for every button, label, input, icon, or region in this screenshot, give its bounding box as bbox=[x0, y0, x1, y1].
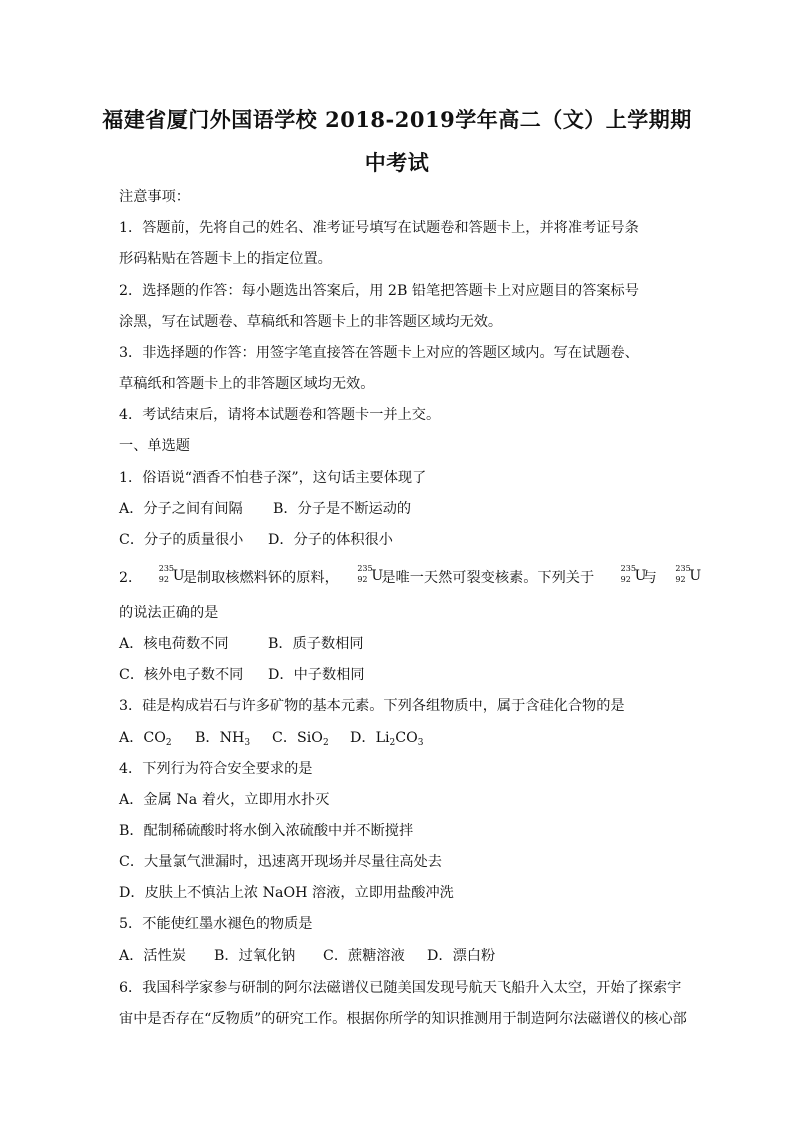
q2-stem bbox=[119, 564, 702, 587]
subscript: 3 bbox=[417, 738, 424, 748]
q2-option-c: C．核外电子数不同 bbox=[119, 667, 244, 683]
title-line-1: 福建省厦门外国语学校 2018-2019学年高二（文）上学期期 bbox=[102, 107, 692, 132]
section-heading: 一、单选题 bbox=[119, 438, 190, 454]
q3-stem: 3．硅是构成岩石与许多矿物的基本元素。下列各组物质中，属于含硅化合物的是 bbox=[119, 698, 625, 714]
nuclide-symbol: U bbox=[689, 568, 702, 584]
subscript: 2 bbox=[165, 738, 172, 748]
q6-line-2: 宙中是否存在“反物质”的研究工作。根据你所学的知识推测用于制造阿尔法磁谱仪的核心部 bbox=[119, 1011, 687, 1027]
q5-option-c: C．蔗糖溶液 bbox=[323, 948, 405, 964]
q1-option-c: C．分子的质量很小 bbox=[119, 532, 244, 548]
q2-text-2: 是唯一天然可裂变核素。下列关于 bbox=[381, 570, 595, 586]
q2-option-b: B．质子数相同 bbox=[268, 636, 364, 652]
q5-option-d: D．漂白粉 bbox=[427, 948, 496, 964]
q3-c-text: C．SiO bbox=[272, 730, 323, 746]
nuclide-symbol: U bbox=[634, 568, 647, 584]
q2-nuclide-1 bbox=[158, 564, 185, 584]
q2-option-d: D．中子数相同 bbox=[268, 667, 365, 683]
q1-stem: 1．俗语说“酒香不怕巷子深”，这句话主要体现了 bbox=[119, 470, 427, 486]
q1-option-a: A．分子之间有间隔 bbox=[119, 501, 243, 517]
q2-nuclide-3 bbox=[620, 564, 647, 584]
q1-option-b: B．分子是不断运动的 bbox=[273, 501, 412, 517]
title-line-2: 中考试 bbox=[364, 150, 430, 175]
q5-stem: 5．不能使红墨水褪色的物质是 bbox=[119, 916, 313, 932]
q3-d-text: D．Li bbox=[350, 730, 390, 746]
nuclide-atomic: 92 bbox=[675, 575, 686, 584]
q2-number: 2． bbox=[119, 570, 143, 586]
q6-line-1: 6．我国科学家参与研制的阿尔法磁谱仪已随美国发现号航天飞船升入太空，开始了探索宇 bbox=[119, 980, 682, 996]
notice-item-4: 4．考试结束后，请将本试题卷和答题卡一并上交。 bbox=[119, 407, 441, 423]
q3-b-text: B．NH bbox=[195, 730, 245, 746]
subscript: 3 bbox=[244, 738, 251, 748]
q2-option-a: A．核电荷数不同 bbox=[119, 636, 229, 652]
q4-option-b: B．配制稀硫酸时将水倒入浓硫酸中并不断搅拌 bbox=[119, 823, 414, 839]
nuclide-symbol: U bbox=[371, 568, 384, 584]
nuclide-atomic: 92 bbox=[620, 575, 631, 584]
q4-option-c: C．大量氯气泄漏时，迅速离开现场并尽量往高处去 bbox=[119, 854, 442, 870]
nuclide-atomic: 92 bbox=[357, 575, 368, 584]
q2-nuclide-4 bbox=[675, 564, 702, 584]
nuclide-mass: 235 bbox=[357, 564, 373, 573]
q4-option-a: A．金属 Na 着火，立即用水扑灭 bbox=[119, 792, 330, 808]
nuclide-mass: 235 bbox=[675, 564, 691, 573]
q2-stem-2: 的说法正确的是 bbox=[119, 605, 219, 621]
q3-a-text: A．CO bbox=[119, 730, 166, 746]
nuclide-atomic: 92 bbox=[158, 575, 169, 584]
q3-d-text-2: CO bbox=[395, 730, 418, 746]
nuclide-mass: 235 bbox=[158, 564, 175, 573]
nuclide-mass: 235 bbox=[620, 564, 636, 573]
q2-text-3: 与 bbox=[642, 570, 657, 586]
notice-item-1a: 1．答题前，先将自己的姓名、准考证号填写在试题卷和答题卡上，并将准考证号条 bbox=[119, 220, 639, 236]
q3-option-b bbox=[195, 727, 250, 747]
q3-option-a bbox=[119, 727, 172, 747]
q1-option-d: D．分子的体积很小 bbox=[268, 532, 393, 548]
notice-item-1b: 形码粘贴在答题卡上的指定位置。 bbox=[119, 251, 332, 267]
subscript: 2 bbox=[322, 738, 329, 748]
subscript: 2 bbox=[389, 738, 396, 748]
q2-nuclide-2 bbox=[357, 564, 384, 584]
q4-option-d: D．皮肤上不慎沾上浓 NaOH 溶液，立即用盐酸冲洗 bbox=[119, 885, 454, 901]
q3-option-c bbox=[272, 727, 329, 747]
q4-stem: 4．下列行为符合安全要求的是 bbox=[119, 761, 313, 777]
q3-option-d bbox=[350, 727, 424, 747]
nuclide-symbol: U bbox=[172, 568, 185, 584]
notice-item-3b: 草稿纸和答题卡上的非答题区域均无效。 bbox=[119, 376, 375, 392]
notice-heading: 注意事项： bbox=[119, 189, 190, 205]
q5-option-a: A．活性炭 bbox=[119, 948, 186, 964]
notice-item-2b: 涂黑，写在试题卷、草稿纸和答题卡上的非答题区域均无效。 bbox=[119, 314, 503, 330]
notice-item-3a: 3．非选择题的作答：用签字笔直接答在答题卡上对应的答题区域内。写在试题卷、 bbox=[119, 345, 639, 361]
q2-text-1: 是制取核燃料钚的原料， bbox=[182, 570, 339, 586]
q5-option-b: B．过氧化钠 bbox=[214, 948, 296, 964]
notice-item-2a: 2．选择题的作答：每小题选出答案后，用 2B 铅笔把答题卡上对应题目的答案标号 bbox=[119, 283, 639, 299]
